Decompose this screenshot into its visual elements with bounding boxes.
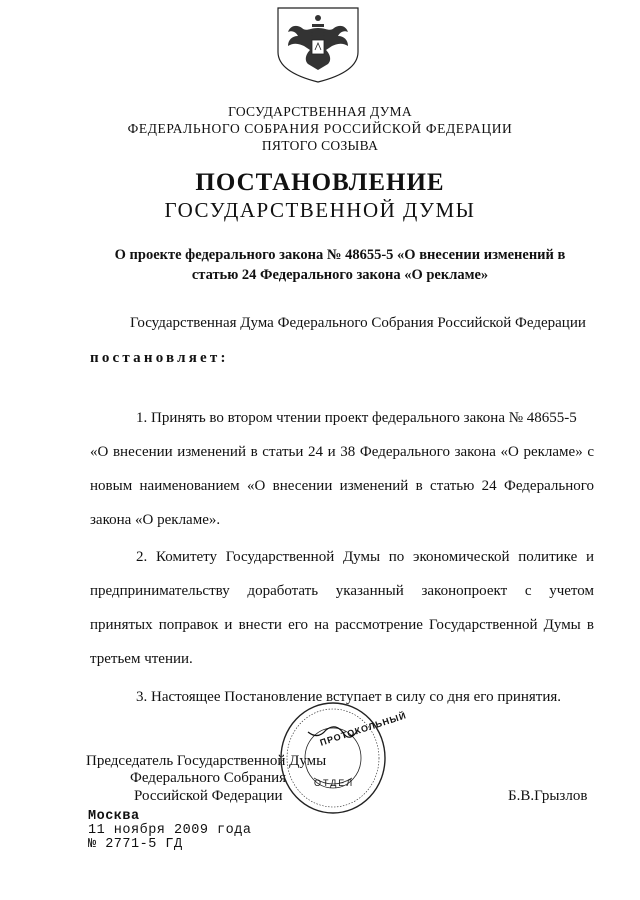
item-1-line-2: «О внесении изменений в статьи 24 и 38 Федерального закона «О рекламе» с (90, 444, 594, 460)
stamp-center-text: ОТДЕЛ (314, 778, 355, 788)
item-1-line-1: 1. Принять во втором чтении проект федерального закона № 48655-5 (136, 410, 577, 426)
protocol-department-stamp-icon (278, 700, 388, 816)
header-line-duma: ГОСУДАРСТВЕННАЯ ДУМА (228, 104, 412, 119)
header-line-assembly: ФЕДЕРАЛЬНОГО СОБРАНИЯ РОССИЙСКОЙ ФЕДЕРАЦИИ (127, 121, 513, 136)
item-1-line-3: новым наименованием «О внесении изменений в статью 24 Федерального (90, 478, 594, 494)
item-3-text: 3. Настоящее Постановление вступает в силу со дня его принятия. (136, 689, 562, 705)
header-line-convocation: ПЯТОГО СОЗЫВА (261, 138, 379, 153)
item-2-line-1: 2. Комитету Государственной Думы по экономической политике и (136, 549, 594, 565)
stamp-top-text: ПРОТОКОЛЬНЫЙ (318, 710, 408, 748)
preamble-text: Государственная Дума Федерального Собрания Российской Федерации (130, 315, 586, 331)
signature-position-line-2: Федерального Собрания (130, 770, 287, 786)
footer-number: № 2771-5 ГД (88, 837, 183, 852)
signature-position-line-1: Председатель Государственной Думы (86, 753, 327, 769)
document-title: ПОСТАНОВЛЕНИЕ (195, 169, 445, 196)
footer-date: 11 ноября 2009 года (88, 823, 252, 838)
item-2-line-3: принятых поправок и внести его на рассмотрение Государственной Думы в (90, 617, 594, 633)
item-2-line-4: третьем чтении. (90, 651, 193, 667)
item-2-line-2: предпринимательству доработать указанный законопроект с учетом (90, 583, 594, 599)
footer-city: Москва (88, 809, 140, 824)
state-emblem-icon (274, 6, 362, 84)
subject-line-2: статью 24 Федерального закона «О рекламе» (191, 267, 489, 283)
item-1-line-4: закона «О рекламе». (90, 512, 221, 528)
document-subtitle: ГОСУДАРСТВЕННОЙ ДУМЫ (164, 198, 476, 222)
resolves-keyword: постановляет: (90, 350, 229, 366)
signature-position-line-3: Российской Федерации (134, 788, 283, 804)
subject-line-1: О проекте федерального закона № 48655-5 «О внесении изменений в (114, 247, 566, 263)
signatory-name: Б.В.Грызлов (508, 788, 588, 804)
